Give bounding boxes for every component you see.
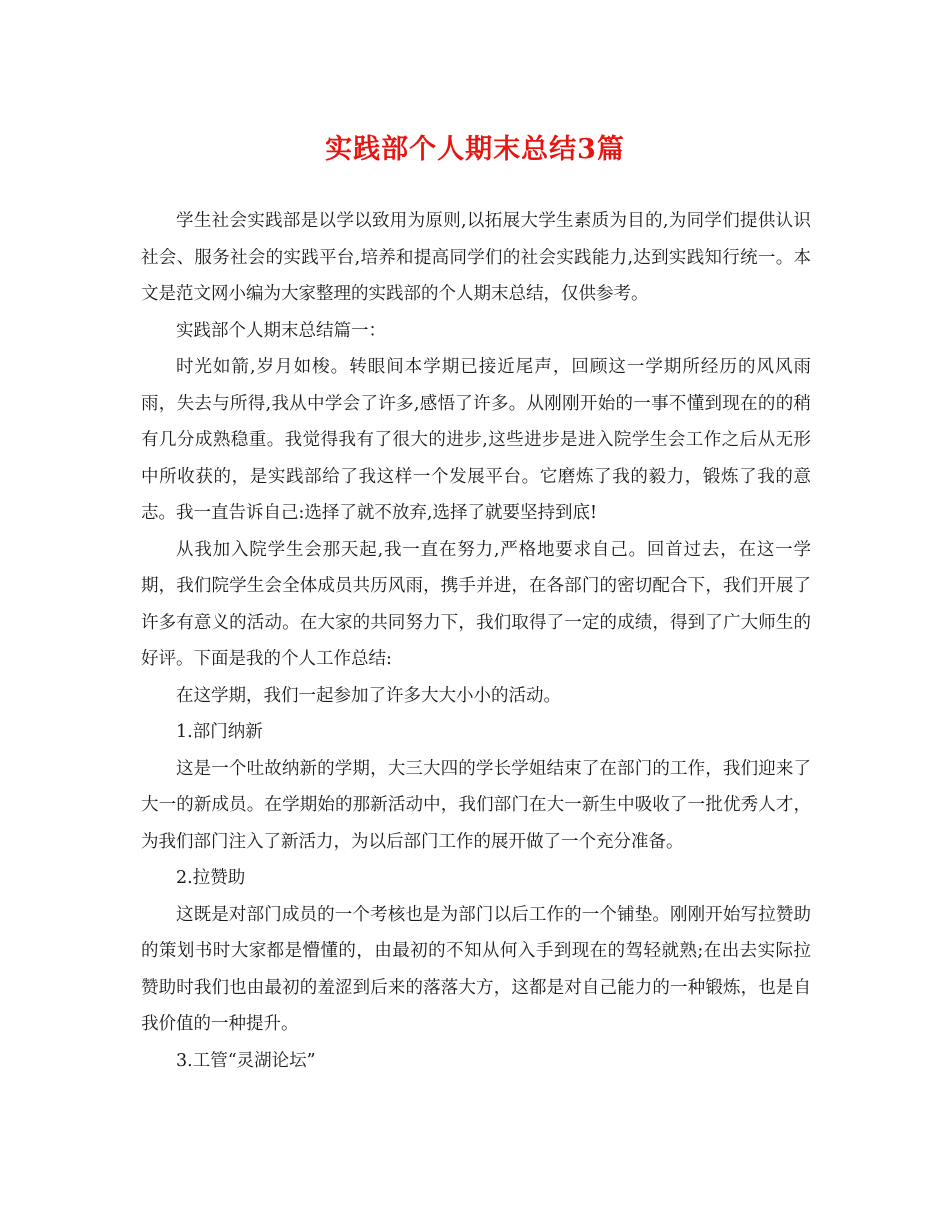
body-paragraph: 时光如箭,岁月如梭。转眼间本学期已接近尾声，回顾这一学期所经历的风风雨雨，失去与所得,我从中学会了许多,感悟了许多。从刚刚开始的一事不懂到现在的的稍有几分成熟稳重。我觉得我有了很大的进步,这些进步是进入院学生会工作之后从无形中所收获的，是实践部给了我这样一个发展平台。它磨炼了我的毅力，锻炼了我的意志。我一直告诉自己:选择了就不放弃,选择了就要坚持到底! xyxy=(141,357,811,523)
list-heading: 3.工管“灵湖论坛” xyxy=(176,1050,316,1071)
body-paragraph: 这是一个吐故纳新的学期，大三大四的学长学姐结束了在部门的工作，我们迎来了大一的新成员。在学期始的那新活动中，我们部门在大一新生中吸收了一批优秀人才，为我们部门注入了新活力，为以后部门工作的展开做了一个充分准备。 xyxy=(141,758,811,852)
intro-paragraph: 学生社会实践部是以学以致用为原则,以拓展大学生素质为目的,为同学们提供认识社会、服务社会的实践平台,培养和提高同学们的社会实践能力,达到实践知行统一。本文是范文网小编为大家整理的实践部的个人期末总结，仅供参考。 xyxy=(141,211,811,304)
list-heading: 1.部门纳新 xyxy=(176,722,263,742)
section-heading: 实践部个人期末总结篇一： xyxy=(176,320,386,341)
body-paragraph: 在这学期，我们一起参加了许多大大小小的活动。 xyxy=(176,685,561,706)
document-body xyxy=(141,203,811,1079)
body-paragraph: 从我加入院学生会那天起,我一直在努力,严格地要求自己。回首过去，在这一学期，我们院学生会全体成员共历风雨，携手并进，在各部门的密切配合下，我们开展了许多有意义的活动。在大家的共同努力下，我们取得了一定的成绩，得到了广大师生的好评。下面是我的个人工作总结: xyxy=(141,539,811,669)
body-paragraph: 这既是对部门成员的一个考核也是为部门以后工作的一个铺垫。刚刚开始写拉赞助的策划书时大家都是懵懂的，由最初的不知从何入手到现在的驾轻就熟;在出去实际拉赞助时我们也由最初的羞涩到后来的落落大方，这都是对自己能力的一种锻炼，也是自我价值的一种提升。 xyxy=(141,904,811,1034)
page-title: 实践部个人期末总结3篇 xyxy=(325,134,625,165)
list-heading: 2.拉赞助 xyxy=(176,868,246,888)
